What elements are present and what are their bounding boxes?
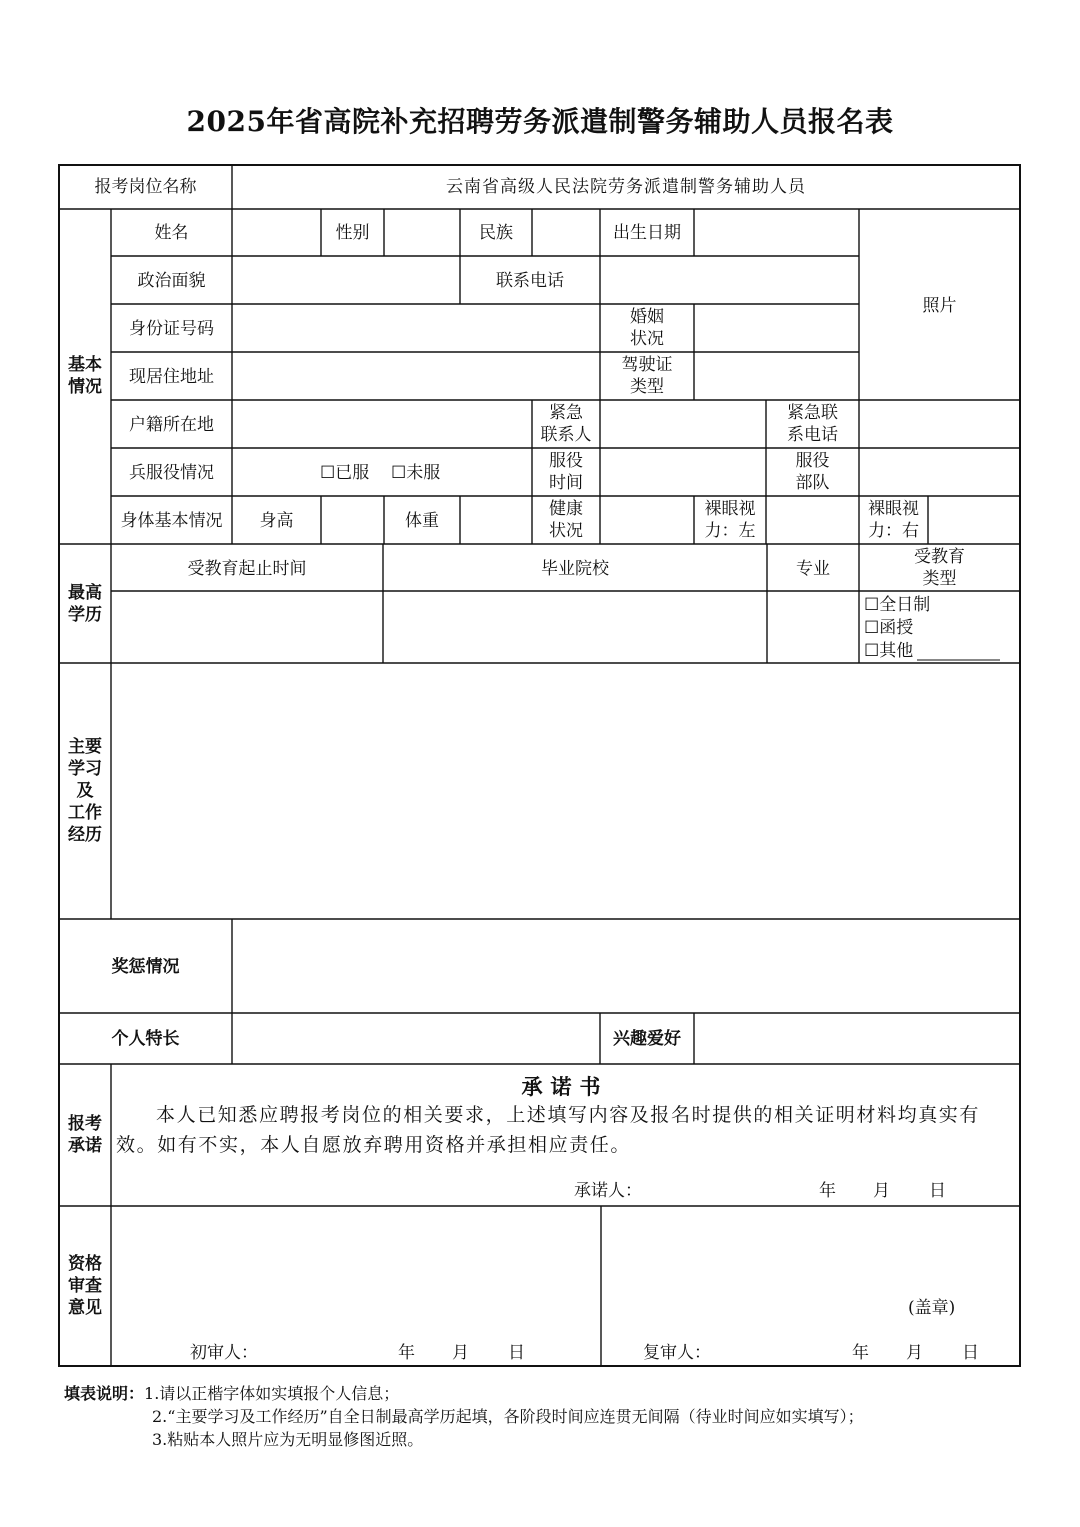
pledge-body: 本人已知悉应聘报考岗位的相关要求，上述填写内容及报名时提供的相关证明材料均真实有效。如有不实，本人自愿放弃聘用资格并承担相应责任。: [116, 1104, 981, 1156]
label-major: 专业: [796, 559, 830, 579]
second-review-year: 年: [852, 1343, 869, 1363]
label-skills: 个人特长: [111, 1029, 180, 1049]
label-marital-status: 婚姻 状况: [630, 307, 664, 349]
label-vision-right: 裸眼视 力：右: [868, 499, 919, 541]
section-pledge: 报考 承诺: [68, 1114, 102, 1156]
label-birth-date: 出生日期: [613, 223, 681, 243]
checkbox-not-served[interactable]: ☐未服: [391, 463, 441, 483]
checkbox-other[interactable]: ☐其他: [864, 641, 914, 661]
label-political-status: 政治面貌: [137, 271, 206, 291]
pledge-signer: 承诺人：: [574, 1181, 642, 1201]
first-reviewer: 初审人：: [190, 1343, 258, 1363]
fill-instructions: [64, 1382, 864, 1451]
notes-label: 填表说明：: [64, 1384, 145, 1403]
section-highest-education: 最高 学历: [68, 583, 102, 625]
label-vision-left: 裸眼视 力：左: [704, 499, 756, 541]
pledge-month: 月: [873, 1181, 890, 1201]
photo-placeholder[interactable]: 照片: [922, 296, 957, 316]
note-item: 2.“主要学习及工作经历”自全日制最高学历起填，各阶段时间应连贯无间隔（待业时间应如实填写）；: [152, 1407, 864, 1426]
label-ethnicity: 民族: [479, 223, 513, 243]
checkbox-full-time[interactable]: ☐全日制: [864, 595, 931, 615]
label-service-unit: 服役 部队: [795, 451, 830, 493]
section-basic-info: 基本 情况: [68, 355, 102, 397]
label-id-number: 身份证号码: [129, 319, 214, 339]
checkbox-served[interactable]: ☐已服: [320, 463, 370, 483]
label-address: 现居住地址: [129, 367, 214, 387]
label-education-period: 受教育起止时间: [187, 559, 307, 579]
label-weight: 体重: [405, 511, 439, 531]
label-phone: 联系电话: [496, 271, 564, 291]
label-health: 健康 状况: [549, 499, 583, 541]
seal-label: (盖章): [908, 1298, 956, 1318]
section-review: 资格 审查 意见: [68, 1254, 102, 1318]
first-review-year: 年: [398, 1343, 415, 1363]
pledge-title: 承诺书: [521, 1074, 609, 1099]
label-emergency-phone: 紧急联 系电话: [787, 403, 838, 445]
checkbox-correspondence[interactable]: ☐函授: [864, 618, 914, 638]
label-rewards: 奖惩情况: [111, 957, 180, 977]
label-physical: 身体基本情况: [120, 511, 223, 531]
label-school: 毕业院校: [541, 559, 609, 579]
label-hukou: 户籍所在地: [129, 415, 214, 435]
label-gender: 性别: [335, 223, 370, 243]
first-review-month: 月: [452, 1343, 469, 1363]
position-label: 报考岗位名称: [94, 177, 197, 197]
section-experience: 主要 学习 及 工作 经历: [68, 737, 102, 845]
label-name: 姓名: [154, 223, 189, 243]
form-title: 2025年省高院补充招聘劳务派遣制警务辅助人员报名表: [186, 105, 894, 138]
label-emergency-contact: 紧急 联系人: [540, 403, 592, 445]
note-item: 1.请以正楷字体如实填报个人信息；: [144, 1384, 400, 1403]
note-item: 3.粘贴本人照片应为无明显修图近照。: [152, 1430, 424, 1449]
label-education-type: 受教育 类型: [914, 547, 965, 589]
label-hobbies: 兴趣爱好: [613, 1029, 681, 1049]
label-height: 身高: [259, 511, 294, 531]
label-service-time: 服役 时间: [549, 451, 583, 493]
second-review-month: 月: [906, 1343, 923, 1363]
pledge-day: 日: [929, 1181, 946, 1201]
second-review-day: 日: [962, 1343, 979, 1363]
label-military-service: 兵服役情况: [129, 463, 214, 483]
position-value: 云南省高级人民法院劳务派遣制警务辅助人员: [446, 177, 806, 197]
second-reviewer: 复审人：: [643, 1343, 711, 1363]
label-license-type: 驾驶证 类型: [621, 355, 673, 397]
first-review-day: 日: [508, 1343, 525, 1363]
pledge-year: 年: [819, 1181, 836, 1201]
